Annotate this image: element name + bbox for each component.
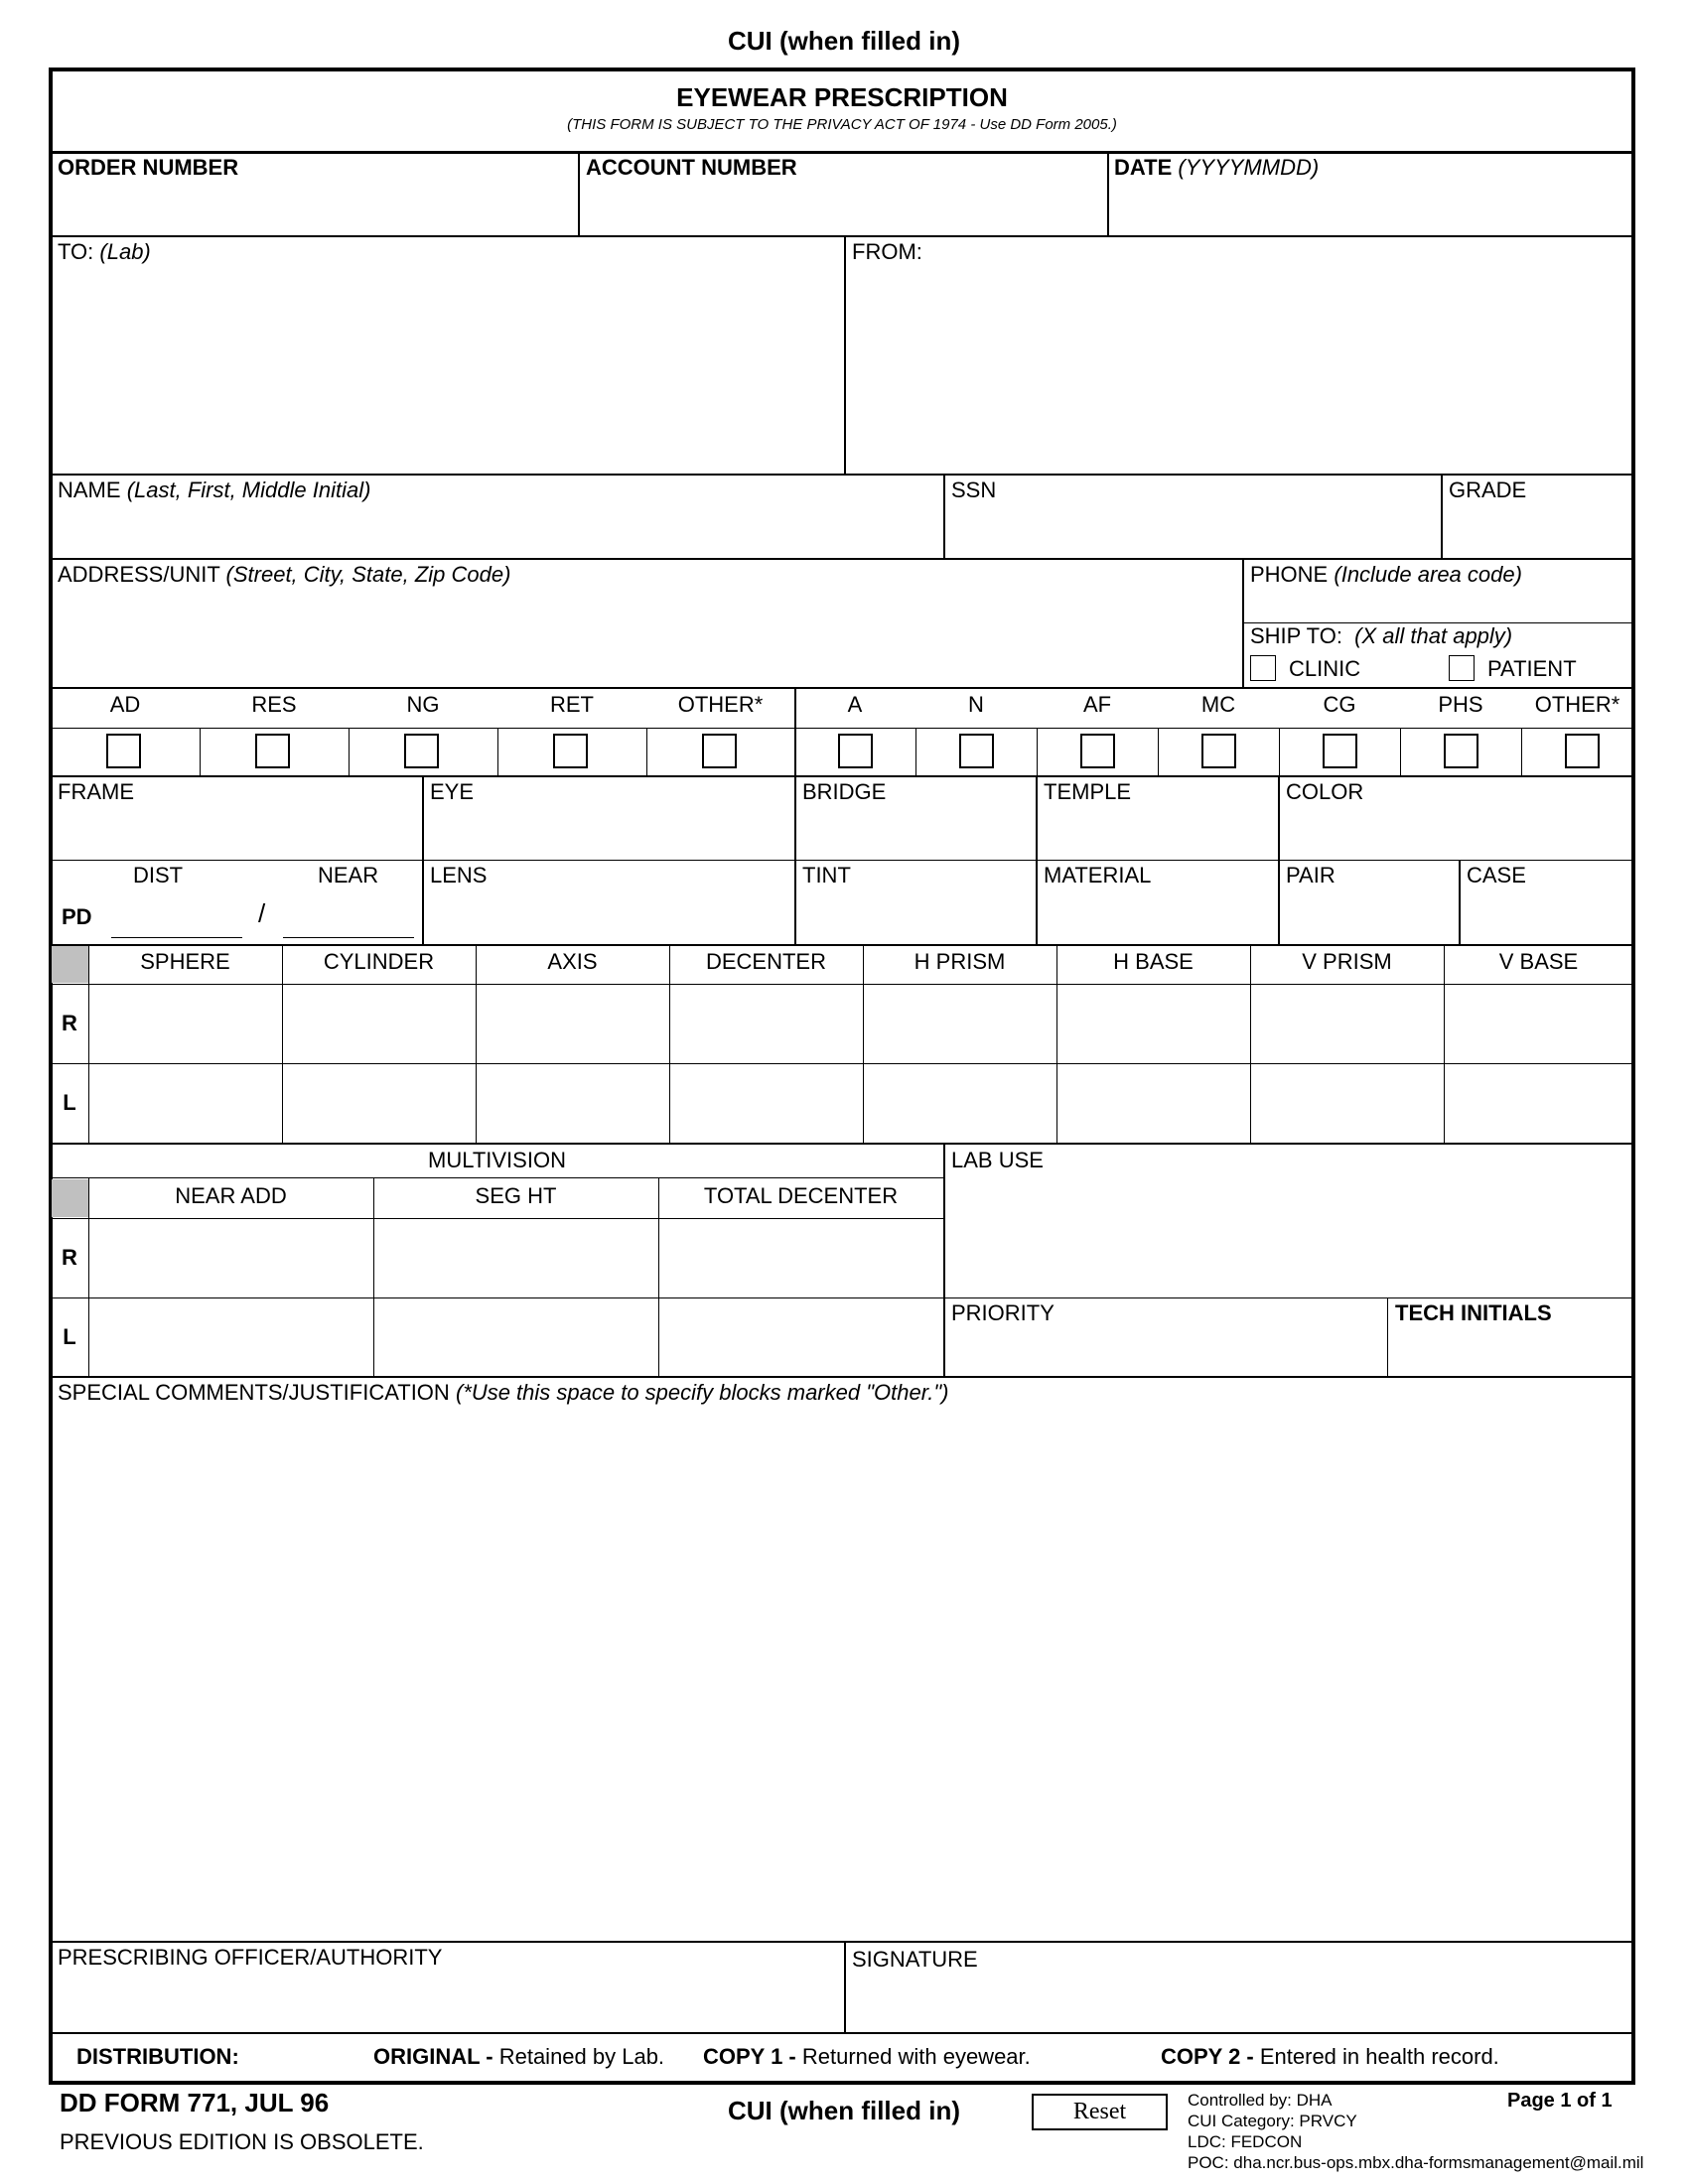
case-label: CASE <box>1467 863 1526 887</box>
phone-field[interactable] <box>1250 591 1627 618</box>
rx-header-v-prism: V PRISM <box>1302 949 1392 974</box>
privacy-note: (THIS FORM IS SUBJECT TO THE PRIVACY ACT OF 1974 - Use DD Form 2005.) <box>567 116 1117 133</box>
rx-header-axis: AXIS <box>547 949 598 974</box>
account-number-field[interactable] <box>586 183 1097 230</box>
patient-checkbox[interactable] <box>1449 655 1475 681</box>
prescribing-officer-field[interactable] <box>58 1974 832 2027</box>
service-af-label: AF <box>1082 692 1112 717</box>
bridge-label: BRIDGE <box>802 779 887 804</box>
name-label-text: NAME <box>58 478 121 502</box>
cui-marking-top: CUI (when filled in) <box>728 26 960 56</box>
divider <box>1279 728 1280 775</box>
pair-field[interactable] <box>1286 891 1453 939</box>
from-label: FROM: <box>852 239 922 264</box>
mv-header-total-decenter: TOTAL DECENTER <box>703 1183 899 1208</box>
distribution-copy2-key: COPY 2 - <box>1161 2044 1254 2069</box>
mv-row-left-label: L <box>63 1324 76 1349</box>
mv-header-seg-ht: SEG HT <box>475 1183 557 1208</box>
service-phs-label: PHS <box>1438 692 1483 717</box>
date-hint: (YYYYMMDD) <box>1178 155 1320 180</box>
divider <box>88 1177 943 1178</box>
distribution-label: DISTRIBUTION: <box>76 2044 239 2069</box>
service-n-checkbox[interactable] <box>959 734 994 768</box>
divider <box>51 474 1633 476</box>
address-label-text: ADDRESS/UNIT <box>58 562 220 587</box>
from-field[interactable] <box>852 268 1626 467</box>
order-number-field[interactable] <box>58 183 569 230</box>
pd-near-field[interactable] <box>283 937 414 938</box>
ssn-field[interactable] <box>951 506 1433 554</box>
material-label: MATERIAL <box>1044 863 1152 887</box>
rx-header-cylinder: CYLINDER <box>323 949 435 974</box>
case-field[interactable] <box>1467 891 1628 939</box>
lab-use-label: LAB USE <box>951 1148 1044 1172</box>
ldc: LDC: FEDCON <box>1188 2132 1303 2151</box>
grade-field[interactable] <box>1449 506 1627 554</box>
rx-left-row[interactable] <box>90 1065 1631 1141</box>
divider <box>1441 474 1443 558</box>
divider <box>51 1376 1633 1378</box>
to-label-text: TO: <box>58 239 94 264</box>
distribution-copy1-key: COPY 1 - <box>703 2044 796 2069</box>
divider <box>200 728 201 775</box>
previous-edition: PREVIOUS EDITION IS OBSOLETE. <box>60 2129 424 2154</box>
to-hint: (Lab) <box>99 239 151 264</box>
date-label <box>1114 155 1319 181</box>
divider <box>1387 1297 1388 1376</box>
pd-slash: / <box>258 898 266 928</box>
address-field[interactable] <box>58 591 1229 680</box>
rx-right-row[interactable] <box>90 986 1631 1061</box>
name-label <box>58 478 370 503</box>
component-res-checkbox[interactable] <box>255 734 290 768</box>
divider <box>1158 728 1159 775</box>
mv-row-right-label: R <box>62 1245 77 1270</box>
header-shaded-cell <box>52 946 88 983</box>
temple-label: TEMPLE <box>1044 779 1132 804</box>
service-other-checkbox[interactable] <box>1565 734 1600 768</box>
divider <box>51 860 1633 861</box>
component-ng-checkbox[interactable] <box>404 734 439 768</box>
divider <box>51 1218 943 1219</box>
color-field[interactable] <box>1286 806 1628 856</box>
address-label <box>58 562 510 588</box>
prescribing-officer-label: PRESCRIBING OFFICER/AUTHORITY <box>58 1945 443 1970</box>
divider <box>349 728 350 775</box>
form-id: DD FORM 771, JUL 96 <box>60 2088 330 2117</box>
pair-label: PAIR <box>1286 863 1336 887</box>
component-other-checkbox[interactable] <box>702 734 737 768</box>
phone-hint: (Include area code) <box>1334 562 1522 587</box>
divider <box>51 1177 88 1178</box>
patient-label: PATIENT <box>1487 656 1577 681</box>
multivision-title: MULTIVISION <box>428 1148 566 1172</box>
eye-field[interactable] <box>430 806 787 856</box>
component-res-label: RES <box>251 692 297 717</box>
bridge-field[interactable] <box>802 806 1029 856</box>
divider <box>51 1941 1633 1943</box>
divider <box>51 1143 1633 1145</box>
divider <box>51 235 1633 237</box>
rx-header-v-base: V BASE <box>1498 949 1579 974</box>
service-phs-checkbox[interactable] <box>1444 734 1478 768</box>
service-af-checkbox[interactable] <box>1080 734 1115 768</box>
service-a-label: A <box>847 692 863 717</box>
signature-label: SIGNATURE <box>852 1947 978 1972</box>
mv-header-near-add: NEAR ADD <box>175 1183 287 1208</box>
divider <box>51 1063 1633 1064</box>
divider <box>915 728 916 775</box>
tech-initials-field[interactable] <box>1395 1328 1628 1372</box>
ship-to-hint: (X all that apply) <box>1354 623 1513 648</box>
rx-header-decenter: DECENTER <box>705 949 826 974</box>
component-ng-label: NG <box>406 692 440 717</box>
lens-field[interactable] <box>430 891 787 939</box>
form-title: EYEWEAR PRESCRIPTION <box>676 82 1008 112</box>
to-label <box>58 239 151 265</box>
phone-label <box>1250 562 1522 588</box>
to-field[interactable] <box>58 268 832 467</box>
order-number-label: ORDER NUMBER <box>58 155 239 180</box>
eye-label: EYE <box>430 779 475 804</box>
frame-label: FRAME <box>58 779 134 804</box>
signature-field[interactable] <box>852 1974 1626 2027</box>
service-mc-label: MC <box>1200 692 1236 717</box>
rx-header-h-prism: H PRISM <box>914 949 1006 974</box>
account-number-label: ACCOUNT NUMBER <box>586 155 797 180</box>
clinic-checkbox[interactable] <box>1250 655 1276 681</box>
component-other-label: OTHER* <box>677 692 764 717</box>
distribution-original-text: Retained by Lab. <box>492 2044 665 2069</box>
divider <box>51 728 1633 729</box>
priority-label: PRIORITY <box>951 1300 1055 1325</box>
rx-header-sphere: SPHERE <box>140 949 230 974</box>
distribution-copy1-text: Returned with eyewear. <box>795 2044 1031 2069</box>
divider <box>646 728 647 775</box>
divider <box>51 984 1633 985</box>
material-field[interactable] <box>1044 891 1270 939</box>
grade-label: GRADE <box>1449 478 1527 502</box>
lens-label: LENS <box>430 863 488 887</box>
name-hint: (Last, First, Middle Initial) <box>126 478 371 502</box>
dist-label: DIST <box>133 863 184 887</box>
tint-field[interactable] <box>802 891 1029 939</box>
divider <box>1400 728 1401 775</box>
comments-hint: (*Use this space to specify blocks marked "Other.") <box>455 1380 949 1405</box>
poc: POC: dha.ncr.bus-ops.mbx.dha-formsmanagement@mail.mil <box>1188 2153 1644 2172</box>
service-mc-checkbox[interactable] <box>1201 734 1236 768</box>
pd-label: PD <box>62 904 92 929</box>
component-ret-checkbox[interactable] <box>553 734 588 768</box>
mv-left-row[interactable] <box>90 1299 941 1375</box>
ship-to-label-text: SHIP TO: <box>1250 623 1342 648</box>
divider <box>51 2032 1633 2034</box>
rx-row-left-label: L <box>63 1090 76 1115</box>
distribution-original <box>373 2044 664 2070</box>
pd-dist-field[interactable] <box>111 937 242 938</box>
color-label: COLOR <box>1286 779 1364 804</box>
divider <box>497 728 498 775</box>
divider <box>1521 728 1522 775</box>
component-ad-checkbox[interactable] <box>106 734 141 768</box>
comments-label <box>58 1380 948 1406</box>
divider <box>578 151 580 235</box>
divider <box>844 1941 846 2032</box>
tech-initials-label: TECH INITIALS <box>1395 1300 1552 1325</box>
mv-header-shaded-cell <box>52 1179 88 1217</box>
service-cg-checkbox[interactable] <box>1323 734 1357 768</box>
ssn-label: SSN <box>951 478 997 502</box>
divider <box>51 775 1633 777</box>
priority-field[interactable] <box>951 1328 1380 1372</box>
frame-field[interactable] <box>58 806 415 856</box>
distribution-copy1 <box>703 2044 1031 2070</box>
ship-to-label <box>1250 623 1512 649</box>
divider <box>943 474 945 558</box>
divider <box>51 151 1633 154</box>
component-ret-label: RET <box>550 692 594 717</box>
distribution-copy2-text: Entered in health record. <box>1253 2044 1499 2069</box>
divider <box>51 558 1633 560</box>
divider <box>51 687 1633 689</box>
distribution-copy2 <box>1161 2044 1499 2070</box>
divider <box>1107 151 1109 235</box>
rx-header-h-base: H BASE <box>1113 949 1194 974</box>
lab-use-field[interactable] <box>951 1176 1626 1296</box>
service-other-label: OTHER* <box>1534 692 1620 717</box>
comments-label-text: SPECIAL COMMENTS/JUSTIFICATION <box>58 1380 450 1405</box>
rx-row-right-label: R <box>62 1011 77 1035</box>
date-label-text: DATE <box>1114 155 1173 180</box>
divider <box>1037 728 1038 775</box>
distribution-original-key: ORIGINAL - <box>373 2044 493 2069</box>
service-n-label: N <box>968 692 984 717</box>
address-hint: (Street, City, State, Zip Code) <box>225 562 511 587</box>
clinic-label: CLINIC <box>1289 656 1361 681</box>
reset-button[interactable]: Reset <box>1032 2094 1168 2130</box>
mv-right-row[interactable] <box>90 1220 941 1296</box>
name-field[interactable] <box>58 506 931 554</box>
near-label: NEAR <box>318 863 379 887</box>
phone-label-text: PHONE <box>1250 562 1329 587</box>
component-ad-label: AD <box>109 692 141 717</box>
comments-field[interactable] <box>58 1410 1630 1940</box>
temple-field[interactable] <box>1044 806 1270 856</box>
cui-marking-bottom: CUI (when filled in) <box>728 2096 960 2125</box>
divider <box>51 1297 943 1298</box>
tint-label: TINT <box>802 863 851 887</box>
service-cg-label: CG <box>1323 692 1356 717</box>
divider <box>943 1143 945 1376</box>
divider <box>943 1297 1633 1298</box>
divider <box>1459 860 1461 944</box>
divider <box>844 235 846 474</box>
controlled-by: Controlled by: DHA <box>1188 2091 1333 2110</box>
cui-category: CUI Category: PRVCY <box>1188 2112 1357 2130</box>
service-a-checkbox[interactable] <box>838 734 873 768</box>
date-field[interactable] <box>1114 183 1625 230</box>
page-number: Page 1 of 1 <box>1507 2090 1613 2112</box>
divider <box>51 944 1633 946</box>
